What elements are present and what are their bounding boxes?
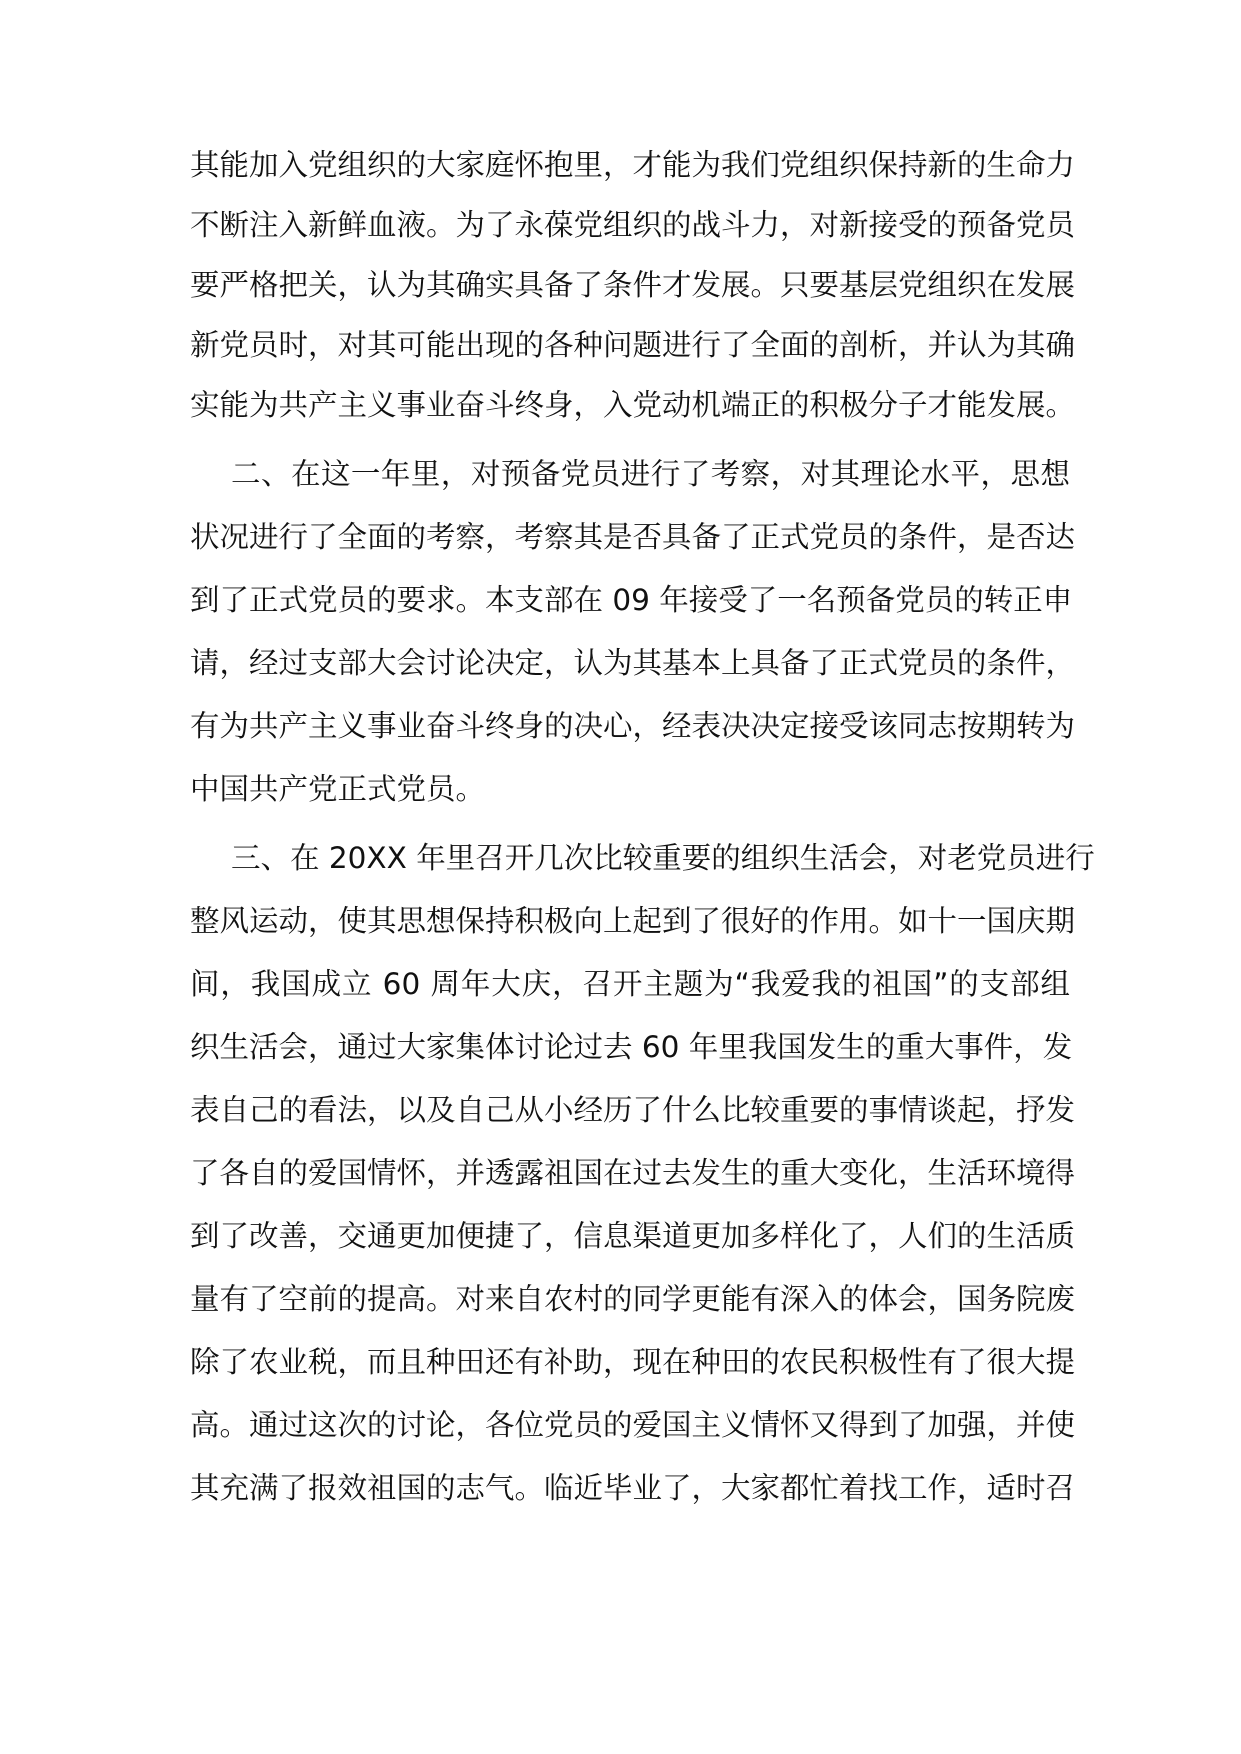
text-line-content: 织生活会，通过大家集体讨论过去 60 年里我国发生的重大事件，发 — [190, 1030, 1073, 1064]
text-line-content: 请，经过支部大会讨论决定，认为其基本上具备了正式党员的条件， — [190, 646, 1076, 680]
text-line-content: 量有了空前的提高。对来自农村的同学更能有深入的体会，国务院废 — [190, 1282, 1076, 1316]
text-line — [0, 1015, 1241, 1079]
text-line — [0, 568, 1241, 632]
text-line — [0, 631, 1241, 695]
text-line — [0, 1267, 1241, 1331]
text-line — [0, 193, 1241, 257]
text-line — [0, 373, 1241, 437]
text-line — [0, 694, 1241, 758]
text-line-content: 其充满了报效祖国的志气。临近毕业了，大家都忙着找工作，适时召 — [190, 1471, 1076, 1505]
text-line — [0, 952, 1241, 1016]
text-line — [0, 1393, 1241, 1457]
text-line-content: 表自己的看法，以及自己从小经历了什么比较重要的事情谈起，抒发 — [190, 1093, 1076, 1127]
text-line — [0, 505, 1241, 569]
text-line — [0, 1456, 1241, 1520]
text-line — [0, 889, 1241, 953]
text-line — [0, 1330, 1241, 1394]
text-line — [0, 442, 1241, 506]
text-line-content: 新党员时，对其可能出现的各种问题进行了全面的剖析，并认为其确 — [190, 328, 1076, 362]
text-line — [0, 133, 1241, 197]
text-line — [0, 1078, 1241, 1142]
text-line-content: 其能加入党组织的大家庭怀抱里，才能为我们党组织保持新的生命力 — [190, 148, 1076, 182]
text-line-content: 三、在 20XX 年里召开几次比较重要的组织生活会，对老党员进行 — [231, 841, 1095, 875]
text-line — [0, 313, 1241, 377]
text-line-content: 了各自的爱国情怀，并透露祖国在过去发生的重大变化，生活环境得 — [190, 1156, 1076, 1190]
text-line-content: 实能为共产主义事业奋斗终身，入党动机端正的积极分子才能发展。 — [190, 388, 1076, 422]
text-line-content: 到了改善，交通更加便捷了，信息渠道更加多样化了，人们的生活质 — [190, 1219, 1076, 1253]
text-line-content: 有为共产主义事业奋斗终身的决心，经表决决定接受该同志按期转为 — [190, 709, 1076, 743]
text-line-content: 高。通过这次的讨论，各位党员的爱国主义情怀又得到了加强，并使 — [190, 1408, 1076, 1442]
text-line-content: 二、在这一年里，对预备党员进行了考察，对其理论水平，思想 — [231, 457, 1070, 491]
text-line-content: 整风运动，使其思想保持积极向上起到了很好的作用。如十一国庆期 — [190, 904, 1076, 938]
text-line-content: 要严格把关，认为其确实具备了条件才发展。只要基层党组织在发展 — [190, 268, 1076, 302]
text-line-content: 间，我国成立 60 周年大庆，召开主题为“我爱我的祖国”的支部组 — [190, 967, 1070, 1001]
text-line — [0, 253, 1241, 317]
text-line-content: 中国共产党正式党员。 — [190, 772, 486, 806]
text-line — [0, 826, 1241, 890]
text-line — [0, 1204, 1241, 1268]
text-line-content: 状况进行了全面的考察，考察其是否具备了正式党员的条件，是否达 — [190, 520, 1076, 554]
text-line — [0, 757, 1241, 821]
text-line — [0, 1141, 1241, 1205]
text-line-content: 到了正式党员的要求。本支部在 09 年接受了一名预备党员的转正申 — [190, 583, 1073, 617]
text-line-content: 除了农业税，而且种田还有补助，现在种田的农民积极性有了很大提 — [190, 1345, 1076, 1379]
text-line-content: 不断注入新鲜血液。为了永葆党组织的战斗力，对新接受的预备党员 — [190, 208, 1076, 242]
